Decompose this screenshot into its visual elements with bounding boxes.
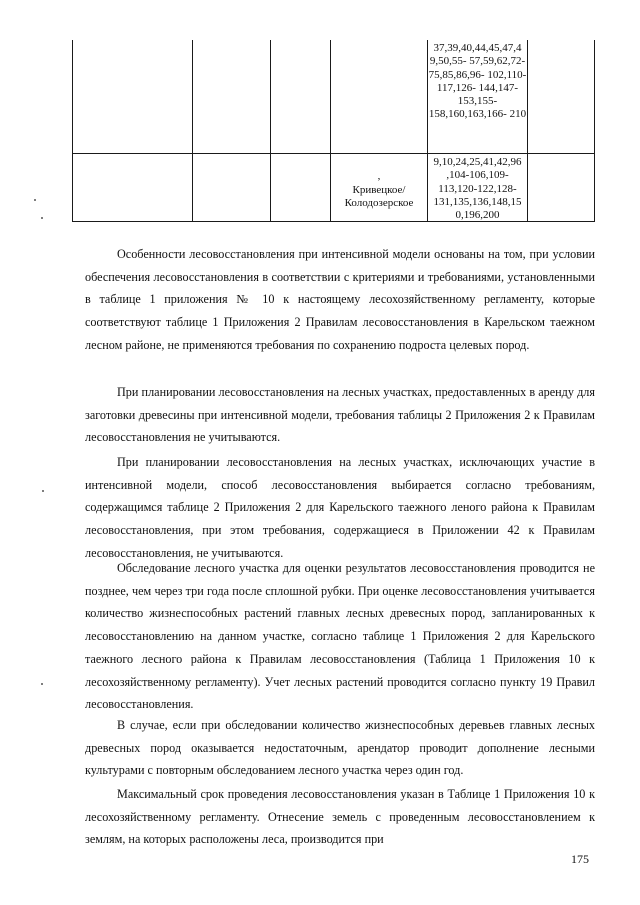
- paragraph-2: [85, 381, 595, 449]
- scan-speck: [41, 683, 43, 685]
- paragraph-6: [85, 783, 595, 851]
- table-column-divider-1: [192, 40, 193, 222]
- paragraph-6-text: Максимальный срок проведения лесовосстановления указан в Таблице 1 Приложения 10 к лесохозяйственному регламенту. Отнесение земель с проведенным лесовосстановлением к землям, на которых расположены леса, производится при: [85, 787, 595, 847]
- scan-speck: [34, 199, 36, 201]
- table-column-divider-2: [270, 40, 271, 222]
- table-border-right: [594, 40, 595, 222]
- paragraph-5-text: В случае, если при обследовании количество жизнеспособных деревьев главных лесных древесных пород оказывается недостаточным, арендатор проводит дополнение лесными культурами с повторным обследованием лесного участка через один год.: [85, 718, 595, 778]
- paragraph-3-text: При планировании лесовосстановления на лесных участках, исключающих участие в интенсивной модели, способ лесовосстановления выбирается согласно требованиям, содержащимся таблице 2 Приложения 2 для Карельского таежного леного района к Правилам лесовосстановления, при этом требования, содержащиеся в Приложении 42 к Правилам лесовосстановления, не учитываются.: [85, 455, 595, 560]
- table-cell-row2-name: Кривецкое/ Колодозерское: [344, 184, 414, 210]
- paragraph-4: [85, 557, 595, 716]
- paragraph-3: [85, 451, 595, 565]
- paragraph-1-text: Особенности лесовосстановления при интенсивной модели основаны на том, при условии обеспечения лесовосстановления в соответствии с критериями и требованиями, установленными в таблице 1 приложения № 10 к настоящему лесохозяйственному регламенту, которые соответствуют таблице 1 Приложения 2 Правилам лесовосстановления в Карельском таежном лесном районе, не применяются требования по сохранению подроста целевых пород.: [85, 247, 595, 352]
- table-cell-row1-numbers: 37,39,40,44,45,47,4 9,50,55- 57,59,62,72- 75,85,86,96- 102,110-117,126- 144,147-153,155- 158,160,163,166- 210: [428, 42, 527, 121]
- paragraph-1: [85, 243, 595, 357]
- data-table: [72, 40, 595, 222]
- paragraph-5: [85, 714, 595, 782]
- paragraph-4-text: Обследование лесного участка для оценки результатов лесовосстановления проводится не позднее, чем через три года после сплошной рубки. При оценке лесовосстановления учитывается количество жизнеспособных растений главных лесных древесных пород, запланированных к лесовосстановлению на данном участке, согласно таблице 1 Приложения 2 для Карельского таежного лесного района к Правилам лесовосстановления (Таблица 1 Приложения 10 к лесохозяйственному регламенту). Учет лесных растений проводится согласно пункту 19 Правил лесовосстановления.: [85, 561, 595, 712]
- table-cell-row2-comma: ,: [377, 170, 381, 182]
- scan-speck: [42, 490, 44, 492]
- table-cell-row2-numbers: 9,10,24,25,41,42,96 ,104-106,109- 113,120-122,128- 131,135,136,148,15 0,196,200: [433, 156, 522, 222]
- scan-speck: [41, 217, 43, 219]
- table-row-divider: [72, 153, 595, 154]
- paragraph-2-text: При планировании лесовосстановления на лесных участках, предоставленных в аренду для заготовки древесины при интенсивной модели, требования таблицы 2 Приложения 2 к Правилам лесовосстановления не учитываются.: [85, 385, 595, 445]
- page-number: 175: [571, 852, 589, 866]
- table-border-left: [72, 40, 73, 222]
- table-column-divider-5: [527, 40, 528, 222]
